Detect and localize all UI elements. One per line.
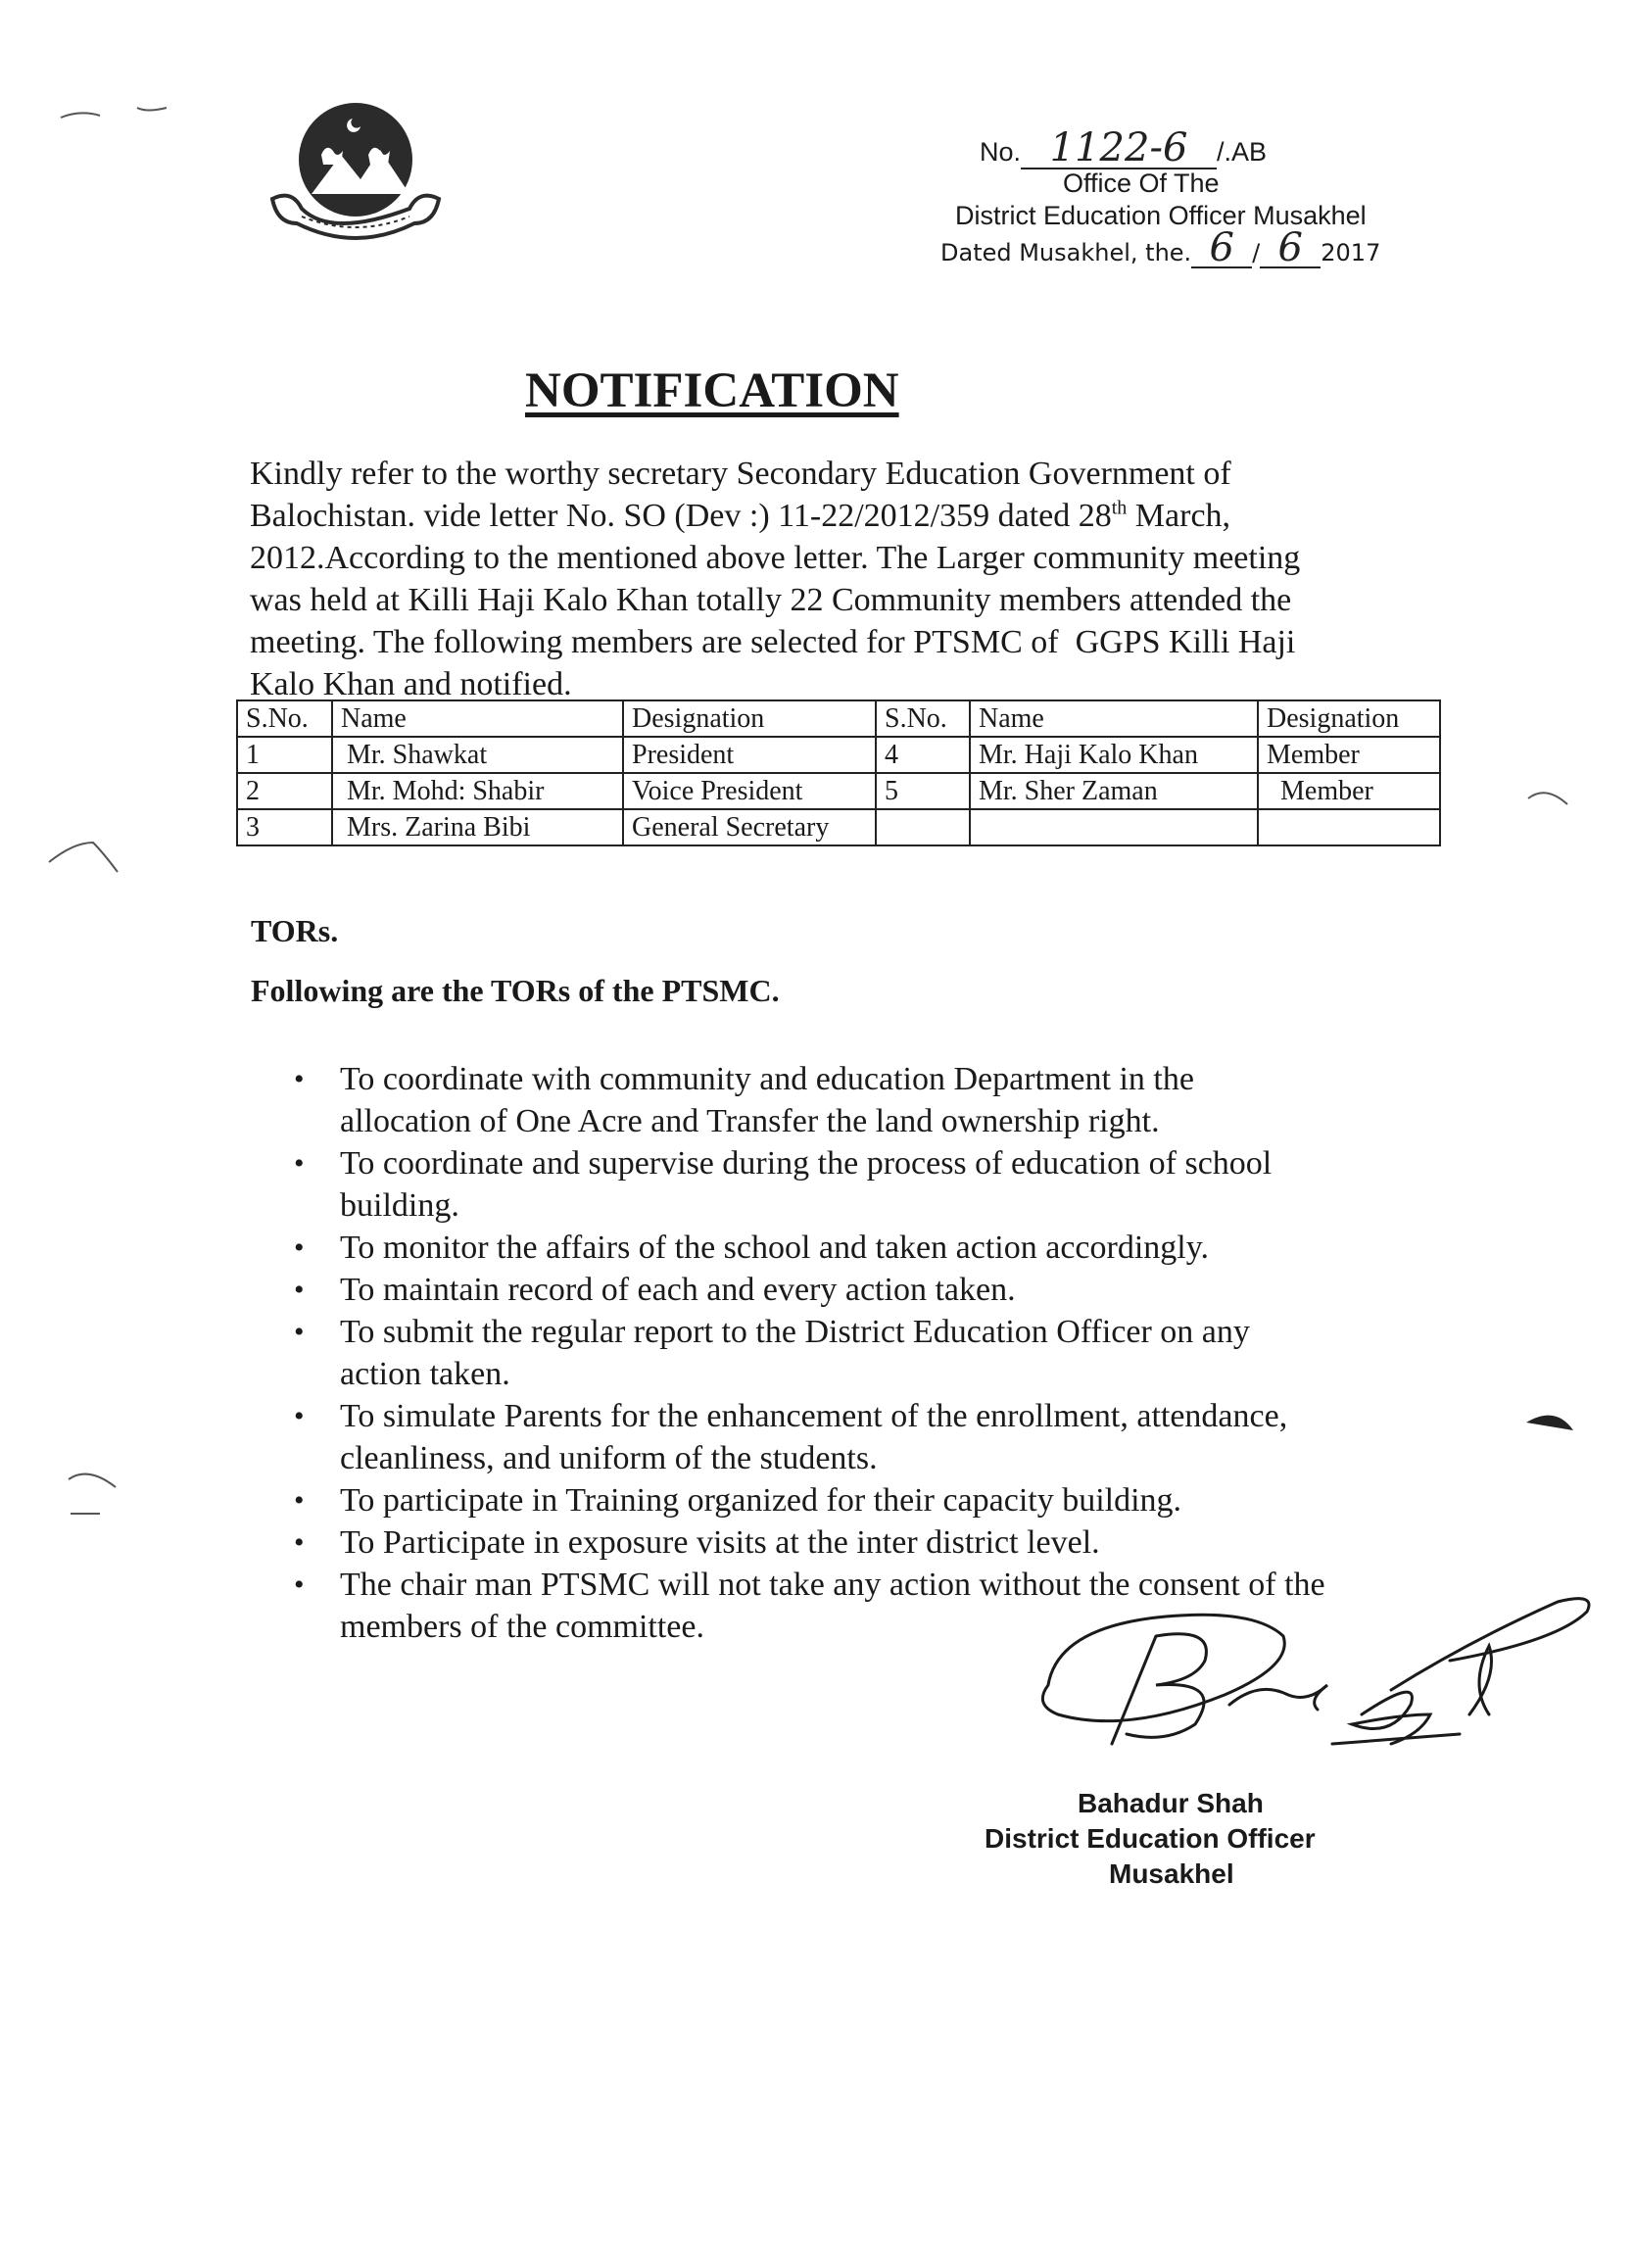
list-item — [294, 1227, 1420, 1269]
dated-day-fill — [1191, 225, 1252, 270]
list-item-text: cleanliness, and uniform of the students. — [340, 1440, 878, 1476]
intro-line: meeting. The following members are selected for PTSMC of GGPS Killi Haji — [250, 624, 1296, 660]
table-cell: Mr. Sher Zaman — [970, 773, 1258, 809]
tors-subheading: Following are the TORs of the PTSMC. — [251, 973, 780, 1008]
table-row — [237, 737, 1440, 773]
table-header-row — [237, 700, 1440, 737]
deo-office-line: District Education Officer Musakhel — [955, 201, 1367, 230]
list-item-text: building. — [340, 1187, 459, 1224]
table-cell: Mr. Mohd: Shabir — [332, 773, 623, 809]
letter-number-value: 1122-6 — [1049, 125, 1188, 170]
table-cell: General Secretary — [623, 809, 876, 845]
list-item — [294, 1479, 1420, 1521]
signatory-name: Bahadur Shah — [1078, 1788, 1264, 1818]
table-cell — [970, 809, 1258, 845]
tors-list — [294, 1058, 1420, 1648]
table-row — [237, 809, 1440, 845]
dated-month: 6 — [1277, 225, 1303, 270]
letter-number — [980, 125, 1268, 170]
intro-line: Kalo Khan and notified. — [250, 666, 572, 702]
table-cell: Mrs. Zarina Bibi — [332, 809, 623, 845]
intro-paragraph — [250, 453, 1420, 705]
dated-sep: / — [1252, 239, 1261, 266]
table-cell: 5 — [876, 773, 970, 809]
bullet-icon: • — [294, 1526, 305, 1559]
list-item-text: allocation of One Acre and Transfer the land ownership right. — [340, 1103, 1160, 1139]
table-row — [237, 773, 1440, 809]
intro-line: Kindly refer to the worthy secretary Secondary Education Government of — [250, 456, 1231, 492]
page-title: NOTIFICATION — [525, 363, 899, 418]
handwritten-signature-icon — [1038, 1597, 1626, 1763]
office-line: Office Of The — [1063, 169, 1220, 198]
bullet-icon: • — [294, 1316, 305, 1348]
table-cell: Mr. Shawkat — [332, 737, 623, 773]
bullet-icon: • — [294, 1231, 305, 1264]
dated-line — [940, 225, 1381, 270]
dated-year: 2017 — [1321, 239, 1381, 266]
table-cell: 2 — [237, 773, 332, 809]
table-header-cell: Name — [332, 700, 623, 737]
list-item-text: members of the committee. — [340, 1609, 704, 1645]
table-cell — [876, 809, 970, 845]
tors-heading: TORs. — [251, 913, 339, 948]
table-header-cell: S.No. — [237, 700, 332, 737]
table-cell: President — [623, 737, 876, 773]
table-header-cell: Designation — [1258, 700, 1440, 737]
table-cell: 4 — [876, 737, 970, 773]
list-item-text: To maintain record of each and every action taken. — [340, 1272, 1016, 1308]
bullet-icon: • — [294, 1400, 305, 1432]
list-item — [294, 1395, 1420, 1479]
list-item-text: To Participate in exposure visits at the inter district level. — [340, 1524, 1100, 1561]
intro-line: 2012.According to the mentioned above letter. The Larger community meeting — [250, 540, 1301, 576]
letter-number-suffix: /.AB — [1217, 137, 1268, 167]
table-cell: Member — [1258, 737, 1440, 773]
members-table — [236, 700, 1441, 846]
signatory-place: Musakhel — [1109, 1858, 1234, 1889]
list-item-text: To coordinate and supervise during the process of education of school — [340, 1145, 1273, 1182]
letter-number-prefix: No. — [980, 137, 1022, 167]
bullet-icon: • — [294, 1274, 305, 1306]
list-item-text: To participate in Training organized for their capacity building. — [340, 1482, 1182, 1519]
list-item — [294, 1521, 1420, 1564]
list-item-text: action taken. — [340, 1356, 510, 1392]
bullet-icon: • — [294, 1484, 305, 1517]
table-cell: Voice President — [623, 773, 876, 809]
intro-line — [250, 495, 1420, 537]
intro-text: Balochistan. vide letter No. SO (Dev :) 11-22/2012/359 dated 28 — [250, 498, 1112, 534]
list-item — [294, 1142, 1420, 1227]
list-item-text: The chair man PTSMC will not take any action without the consent of the — [340, 1567, 1325, 1603]
table-cell: Member — [1258, 773, 1440, 809]
dated-month-fill — [1260, 225, 1321, 270]
intro-text: March, — [1127, 498, 1231, 534]
list-item-text: To monitor the affairs of the school and taken action accordingly. — [340, 1230, 1210, 1266]
bullet-icon: • — [294, 1568, 305, 1601]
table-header-cell: S.No. — [876, 700, 970, 737]
table-header-cell: Designation — [623, 700, 876, 737]
list-item-text: To submit the regular report to the District Education Officer on any — [340, 1314, 1250, 1350]
signatory-title: District Education Officer — [985, 1823, 1316, 1854]
intro-superscript: th — [1111, 497, 1128, 519]
list-item — [294, 1269, 1420, 1311]
balochistan-emblem-icon — [263, 101, 458, 258]
intro-line: was held at Killi Haji Kalo Khan totally 22 Community members attended the — [250, 582, 1292, 618]
list-item — [294, 1058, 1420, 1142]
table-header-cell: Name — [970, 700, 1258, 737]
dated-prefix: Dated Musakhel, the. — [940, 239, 1192, 266]
letter-number-fill — [1021, 125, 1217, 170]
table-cell — [1258, 809, 1440, 845]
list-item-text: To coordinate with community and education Department in the — [340, 1061, 1194, 1097]
table-cell: 1 — [237, 737, 332, 773]
dated-day: 6 — [1209, 225, 1234, 270]
bullet-icon: • — [294, 1063, 305, 1095]
list-item — [294, 1311, 1420, 1395]
table-cell: Mr. Haji Kalo Khan — [970, 737, 1258, 773]
list-item-text: To simulate Parents for the enhancement of the enrollment, attendance, — [340, 1398, 1288, 1434]
bullet-icon: • — [294, 1147, 305, 1180]
table-cell: 3 — [237, 809, 332, 845]
